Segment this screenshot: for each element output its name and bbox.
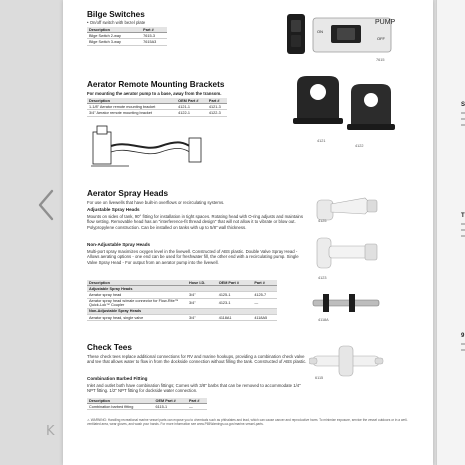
adjustable-title: Adjustable Spray Heads	[87, 207, 140, 212]
spray-heads-title: Aerator Spray Heads	[87, 189, 168, 198]
bilge-bullet: • On/off switch with bezel plate	[87, 20, 146, 25]
table-header: Description	[87, 280, 187, 286]
table-cell: 4123-1	[217, 298, 253, 308]
warning-footnote: ⚠ WARNING: Handling recreational marine vessel parts can expose you to chemicals such as phthalates and lead, which can cause cancer and reproductive harm. To minimize exposure, service the vessel outdoors or in a well-ventilated area, wear gloves, and wash your hands. For more information see www.P65Warnings.ca.gov/marine-vessel-parts.	[87, 418, 408, 426]
right-page-line	[461, 235, 465, 237]
table-header: OEM Part #	[217, 280, 253, 286]
table-cell: 4121-3	[207, 104, 227, 110]
catalog-page	[63, 0, 433, 465]
table-cell: Aerator spray head, single valve	[87, 314, 187, 320]
right-page-line	[461, 124, 465, 126]
non-adjustable-title: Non-Adjustable Spray Heads	[87, 242, 151, 247]
spray-heads-table	[87, 280, 277, 321]
right-page-line	[461, 349, 465, 351]
table-cell: Combination barbed fitting	[87, 404, 154, 410]
right-page-line	[461, 229, 465, 231]
table-header: Part #	[207, 98, 227, 104]
mounting-brackets-image	[289, 74, 409, 144]
table-cell: —	[252, 298, 277, 308]
brackets-subtitle: For mounting the aerator pump to a base, away from the transom.	[87, 91, 222, 96]
table-header: Description	[87, 27, 141, 33]
panel-title: PUMP	[375, 19, 396, 26]
table-cell: Bilge Switch 3-way	[87, 39, 141, 45]
table-cell: 4118A1	[217, 314, 253, 320]
bilge-table	[87, 27, 167, 46]
brackets-title: Aerator Remote Mounting Brackets	[87, 80, 225, 89]
table-header: OEM Part #	[176, 98, 207, 104]
table-cell: 3/4"	[187, 314, 217, 320]
table-header: Description	[87, 98, 176, 104]
check-tees-table	[87, 398, 207, 410]
right-page-line	[461, 223, 465, 225]
spray-heads-image	[303, 188, 413, 328]
non-adjustable-text: Multi-port spray maximizes oxygen level in the livewell. Constructed of ABS plastic. Double Valve Spray Head - Allows aerating options - one end can be used for freshwater fill, the other end with a recirculating pump. Single Valve Spray Head - For output from an aerator pump into the livewell.	[87, 249, 299, 265]
bilge-part-label: 7615	[376, 58, 385, 62]
previous-page-button[interactable]	[36, 188, 56, 222]
table-cell: 4122-3	[207, 110, 227, 116]
table-cell: Bilge Switch 2-way	[87, 33, 141, 39]
bracket-part-label-b: 4122	[355, 144, 364, 148]
table-row	[87, 298, 277, 308]
check-tee-part-label: 6115	[315, 376, 324, 380]
table-cell: 4118A5	[252, 314, 277, 320]
check-tees-title: Check Tees	[87, 343, 132, 352]
table-cell: 4125-7	[252, 292, 277, 298]
brackets-table	[87, 98, 227, 117]
spray-head-label-a: 4125	[318, 219, 327, 223]
table-cell: 4122-1	[176, 110, 207, 116]
table-row	[87, 314, 277, 320]
table-cell: 7615-3	[141, 33, 167, 39]
table-cell: 4125-1	[217, 292, 253, 298]
table-header: OEM Part #	[154, 398, 187, 404]
table-cell: 4121-1	[176, 104, 207, 110]
panel-on-label: ON	[317, 29, 323, 34]
table-header: Part #	[252, 280, 277, 286]
table-cell: Aerator spray head w/male connector for Flow-Rite™ Quick-Lok™ Coupler	[87, 298, 187, 308]
table-cell: 3/4"	[187, 292, 217, 298]
table-row	[87, 110, 227, 116]
bilge-switch-image	[283, 10, 403, 66]
table-header: Description	[87, 398, 154, 404]
bracket-installation-drawing	[89, 118, 209, 174]
table-header: Part #	[187, 398, 207, 404]
corner-glyph: K	[46, 424, 55, 439]
adjustable-text: Mounts on sides of tank, 90° fitting for installation in tight spaces. Rotating head with O-ring adjusts and maintains flow setting. Removable head has an "interference-fit thread design" that will not allow it to vibrate or blow out. Polypropylene construction. Can be installed on tanks with up to 5/8" wall thickness.	[87, 214, 303, 230]
spray-head-label-b: 4123	[318, 276, 327, 280]
right-page-letter: T	[461, 213, 465, 219]
bracket-part-label-a: 4121	[317, 139, 326, 143]
table-row	[87, 404, 207, 410]
table-row	[87, 39, 167, 45]
table-group-label: Non-Adjustable Spray Heads	[87, 308, 277, 314]
table-cell: 7615A3	[141, 39, 167, 45]
bilge-title: Bilge Switches	[87, 10, 145, 19]
next-page-edge[interactable]	[436, 0, 465, 465]
right-page-letter: S	[461, 102, 465, 108]
right-page-letter: 9	[461, 333, 465, 339]
check-tees-text: These check tees replace additional connections for RV and marine hookups, providing a combination check valve and tee that allows water to flow in from the dockside connection without filling the tank. Constructed of ABS plastic.	[87, 354, 307, 365]
chevron-left-icon	[36, 188, 56, 222]
table-cell: Aerator spray head	[87, 292, 187, 298]
table-cell: 6115-1	[154, 404, 187, 410]
combination-fitting-text: Inlet and outlet both have combination fittings; Comes with 3/8" barbs that can be removed to accommodate 1/4" NPT fitting. 1/2" NPT fitting for dockside water connection.	[87, 383, 301, 394]
right-page-line	[461, 343, 465, 345]
spray-head-label-c: 4118A	[318, 318, 329, 322]
table-cell: 3/4"	[187, 298, 217, 308]
table-header: Hose I.D.	[187, 280, 217, 286]
table-group-label: Adjustable Spray Heads	[87, 286, 277, 292]
combination-fitting-title: Combination Barbed Fitting	[87, 376, 148, 381]
right-page-line	[461, 112, 465, 114]
table-cell: 1-1/8" Aerator remote mounting bracket	[87, 104, 176, 110]
table-cell: 3/4" Aerator remote mounting bracket	[87, 110, 176, 116]
table-header: Part #	[141, 27, 167, 33]
table-cell: —	[187, 404, 207, 410]
right-page-line	[461, 118, 465, 120]
check-tee-image	[309, 344, 389, 378]
spray-heads-intro: For use on livewells that have built-in overflows or recirculating systems.	[87, 200, 225, 205]
panel-off-label: OFF	[377, 36, 385, 41]
